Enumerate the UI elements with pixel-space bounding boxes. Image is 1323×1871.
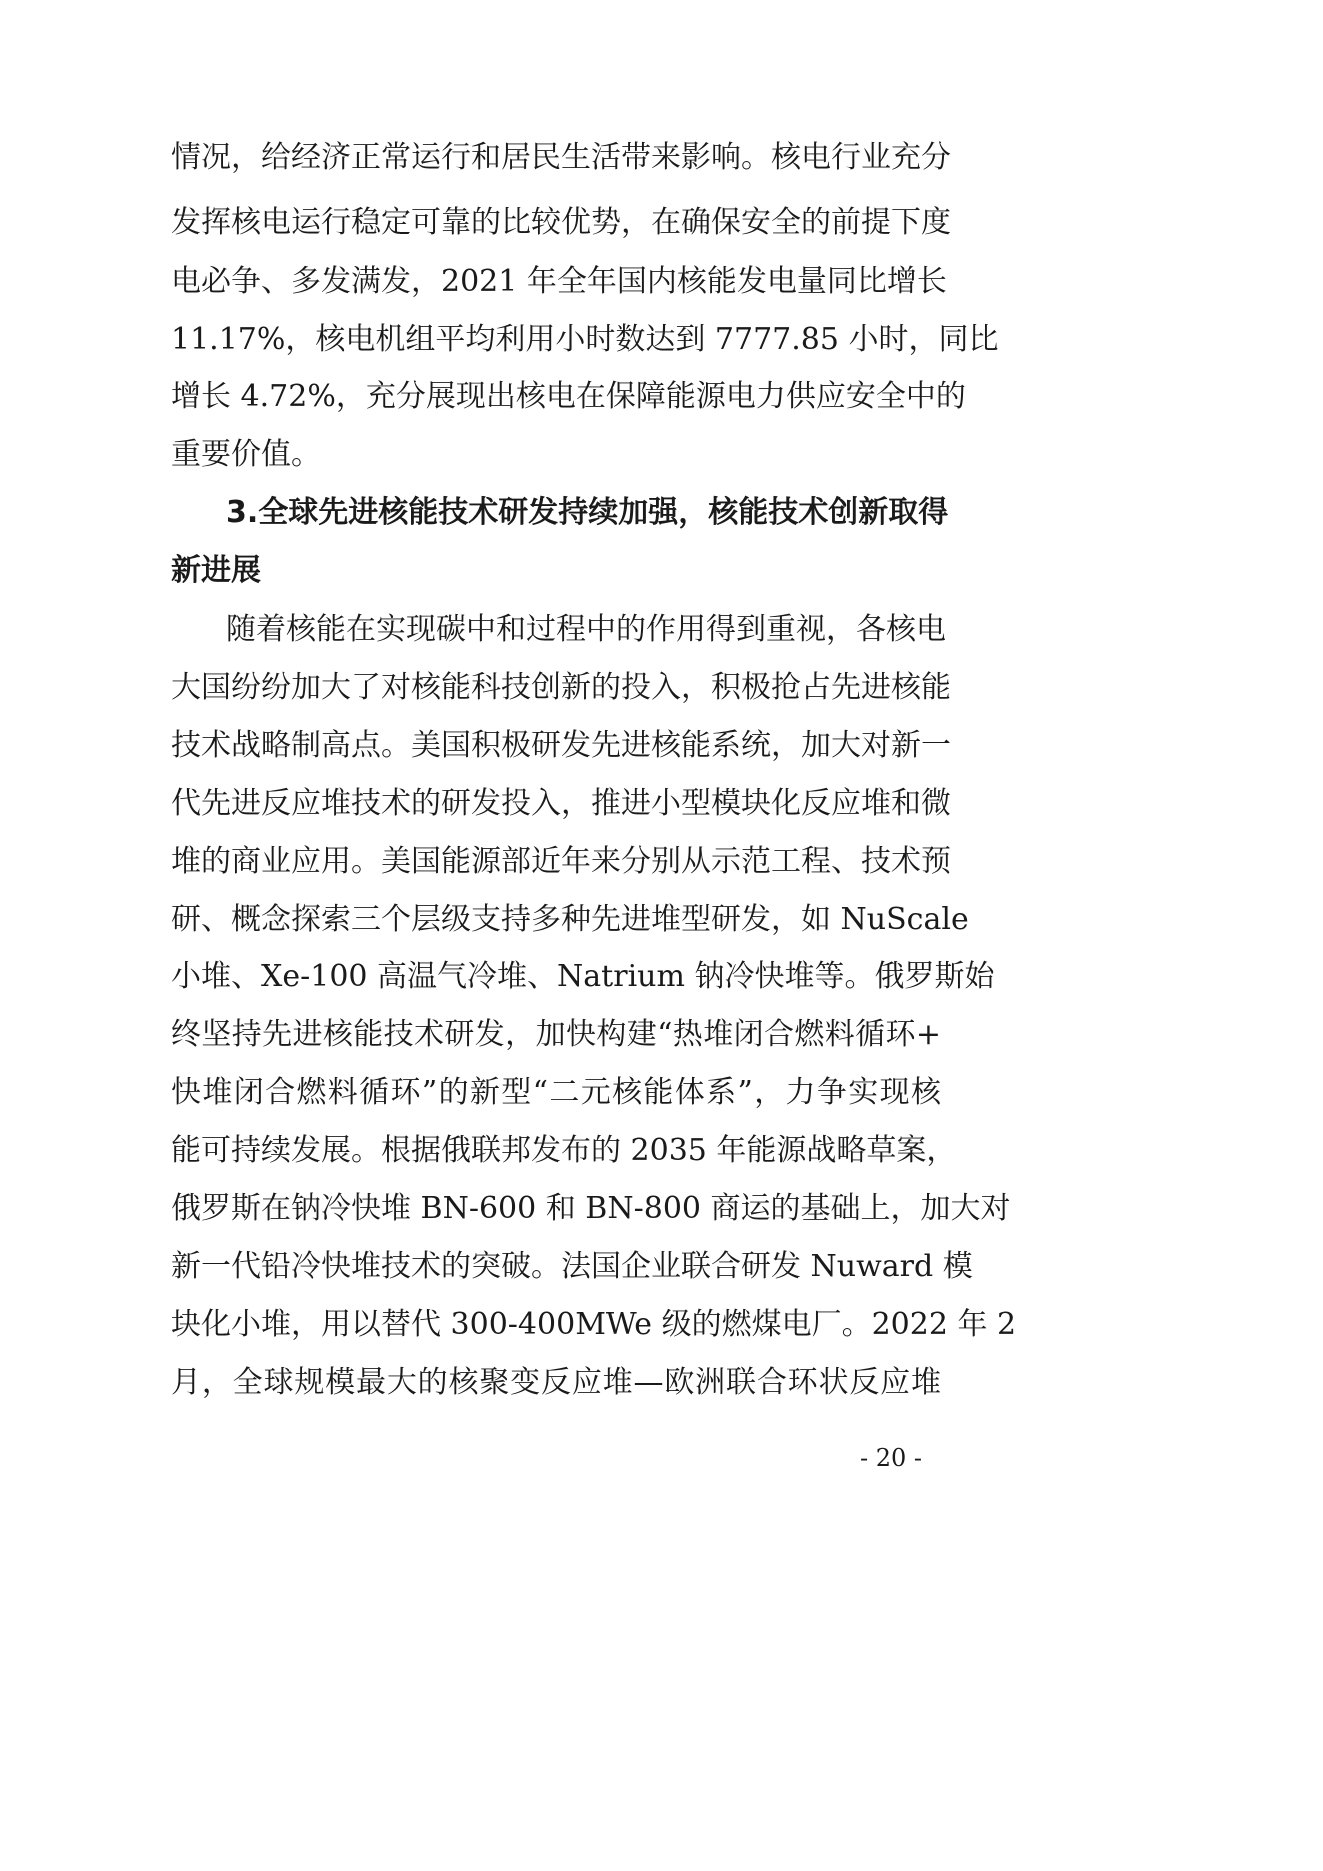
body-line: 发挥核电运行稳定可靠的比较优势，在确保安全的前提下度 <box>171 205 951 240</box>
body-line: 堆的商业应用。美国能源部近年来分别从示范工程、技术预 <box>171 844 951 879</box>
body-line: 重要价值。 <box>171 437 321 472</box>
page-number: - 20 - <box>860 1444 923 1472</box>
body-line: 随着核能在实现碳中和过程中的作用得到重视，各核电 <box>226 612 946 647</box>
body-line: 技术战略制高点。美国积极研发先进核能系统，加大对新一 <box>171 728 951 763</box>
body-line: 增长 4.72%，充分展现出核电在保障能源电力供应安全中的 <box>171 379 966 414</box>
section-heading: 新进展 <box>171 553 261 588</box>
body-line: 月，全球规模最大的核聚变反应堆—欧洲联合环状反应堆 <box>171 1365 941 1400</box>
body-line: 代先进反应堆技术的研发投入，推进小型模块化反应堆和微 <box>171 786 951 821</box>
body-line: 研、概念探索三个层级支持多种先进堆型研发，如 NuScale <box>171 902 969 937</box>
body-line: 小堆、Xe-100 高温气冷堆、Natrium 钠冷快堆等。俄罗斯始 <box>171 959 995 994</box>
body-line: 能可持续发展。根据俄联邦发布的 2035 年能源战略草案， <box>171 1133 957 1168</box>
body-line: 11.17%，核电机组平均利用小时数达到 7777.85 小时，同比 <box>171 322 999 357</box>
body-line: 新一代铅冷快堆技术的突破。法国企业联合研发 Nuward 模 <box>171 1249 973 1284</box>
body-line: 终坚持先进核能技术研发，加快构建“热堆闭合燃料循环+ <box>171 1017 941 1052</box>
body-line: 块化小堆，用以替代 300-400MWe 级的燃煤电厂。2022 年 2 <box>171 1307 1017 1342</box>
body-line: 俄罗斯在钠冷快堆 BN-600 和 BN-800 商运的基础上，加大对 <box>171 1191 1011 1226</box>
body-line: 大国纷纷加大了对核能科技创新的投入，积极抢占先进核能 <box>171 670 951 705</box>
body-line: 电必争、多发满发，2021 年全年国内核能发电量同比增长 <box>171 264 947 299</box>
section-heading: 3.全球先进核能技术研发持续加强，核能技术创新取得 <box>226 495 949 530</box>
body-line: 情况，给经济正常运行和居民生活带来影响。核电行业充分 <box>171 140 951 175</box>
body-line: 快堆闭合燃料循环”的新型“二元核能体系”，力争实现核 <box>171 1075 941 1110</box>
